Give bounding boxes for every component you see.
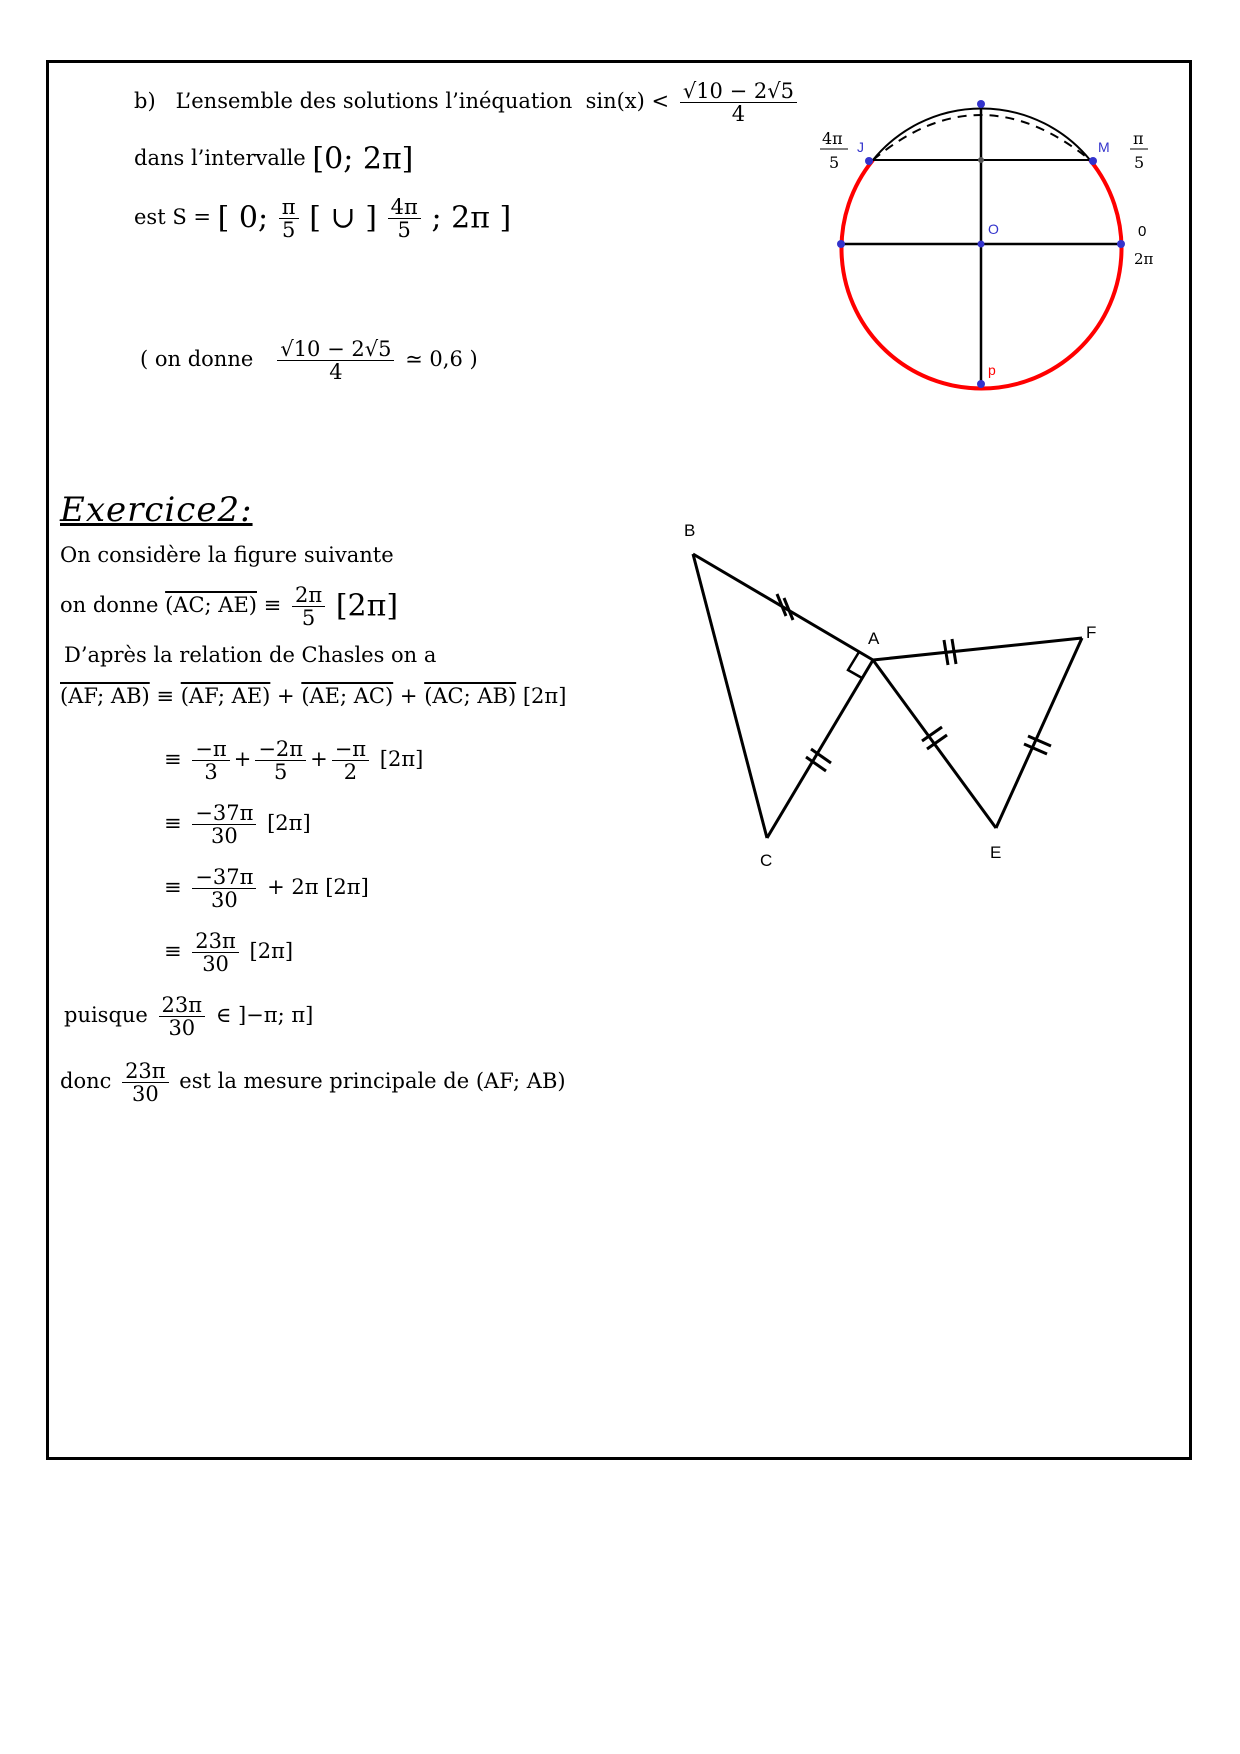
pi-den: 5 [282,218,296,243]
step1-frac1 [192,738,229,783]
point-chord-mid [978,157,984,163]
pi-over-5 [279,196,299,241]
donc-text: donc [60,1069,112,1094]
interval-text: dans l’intervalle [134,146,306,170]
exercise2-title: Exercice2: [60,490,253,530]
step1-plus1: + [233,747,252,772]
solution-part1: [ 0; [217,200,269,236]
step2-n: −37π [192,802,256,825]
label-A: A [868,629,880,648]
ex2-line2 [60,584,398,629]
donc-d: 30 [131,1082,159,1107]
step3-mod: [2π] [325,875,369,900]
step4-frac [192,930,239,975]
sqrt-fraction [680,80,797,125]
pi-num: π [279,196,299,219]
part-b-label: b) [134,89,156,114]
sqrt-numerator: √10 − 2√5 [680,80,797,103]
puisque-text: puisque [64,1003,148,1028]
solution-part2: ; 2π ] [431,200,512,236]
step1-mod: [2π] [379,747,424,772]
step1-plus2: + [310,747,328,772]
label-E: E [990,843,1002,862]
puisque-line [64,994,313,1039]
point-M [1089,157,1097,165]
chasles-term1: (AF; AE) [180,684,271,708]
given-fraction [277,338,394,383]
label-F: F [1086,623,1097,642]
fourpi-over-5 [388,196,421,241]
step3-add: + 2π [267,875,319,900]
ex1-solution-line [134,196,511,241]
fourpi-num: 4π [388,196,421,219]
step1-n2: −2π [255,738,306,761]
step1-line [164,738,423,783]
step1-equiv: ≡ [164,747,182,772]
chasles-lhs: (AF; AB) [60,684,150,708]
point-top [977,100,985,108]
step1-d3: 2 [343,760,358,785]
two-pi-over-five [292,584,325,629]
step1-n1: −π [192,738,229,761]
chasles-mod: [2π] [522,684,567,708]
ex2-given-prefix: on donne [60,593,159,618]
conclusion-text: est la mesure principale de [179,1069,470,1094]
segment-AC [767,660,873,838]
step2-d: 30 [210,824,238,849]
donc-line [60,1060,566,1105]
ex1-interval-line [134,141,414,177]
step1-d2: 5 [274,760,288,785]
chasles-equiv: ≡ [156,684,175,708]
given-open: ( on donne [140,347,254,372]
step2-frac [192,802,256,847]
given-num: √10 − 2√5 [277,338,394,361]
given-approx: ≃ 0,6 ) [405,347,478,372]
right-angle-mark [848,652,862,678]
ex1-inequation-line [134,80,801,125]
label-4pi-num: 4π [822,129,843,148]
label-J: J [857,139,864,155]
label-C: C [760,851,773,870]
ex2-line3: D’après la relation de Chasles on a [64,643,437,667]
two-pi-den: 5 [301,606,316,631]
step2-equiv: ≡ [164,811,182,836]
puisque-frac [159,994,206,1039]
ex2-given-angle: (AC; AE) [165,593,257,618]
puisque-d: 30 [168,1016,196,1041]
step3-frac [192,866,256,911]
chasles-line [60,684,566,708]
label-P: p [988,362,996,378]
donc-frac [122,1060,169,1105]
label-pi-den: 5 [1134,153,1145,172]
solution-est: est S = [134,205,211,230]
point-J [865,157,873,165]
label-2pi: 2π [1134,250,1154,268]
two-pi-num: 2π [292,584,325,607]
step4-equiv: ≡ [164,939,182,964]
step2-line [164,802,311,847]
solution-union: [ ∪ ] [309,200,377,236]
sqrt-denominator: 4 [731,102,746,127]
label-zero: 0 [1138,223,1147,240]
step4-d: 30 [202,952,229,977]
step3-n: −37π [192,866,256,889]
chasles-plus1: + [277,684,295,708]
tick-FE-2 [1028,736,1051,746]
step1-frac3 [332,738,369,783]
chasles-term2: (AE; AC) [301,684,394,708]
step2-mod: [2π] [267,811,311,836]
label-M: M [1098,139,1110,155]
donc-n: 23π [122,1060,169,1083]
trig-circle-figure [800,90,1180,400]
point-P [977,380,985,388]
chasles-plus2: + [399,684,418,708]
label-B: B [684,521,696,540]
chasles-term3: (AC; AB) [424,684,517,708]
step3-d: 30 [210,888,238,913]
tick-FE-1 [1024,744,1047,754]
label-O: O [988,221,999,237]
ex2-line1: On considère la figure suivante [60,543,394,567]
step4-n: 23π [192,930,239,953]
point-O [978,241,985,248]
puisque-interval: ∈ ]−π; π] [215,1003,314,1028]
step3-equiv: ≡ [164,875,182,900]
ex2-mod: [2π] [335,588,399,624]
given-den: 4 [329,360,343,385]
fourpi-den: 5 [397,218,411,243]
point-right [1117,240,1125,248]
step1-n3: −π [332,738,369,761]
step1-frac2 [255,738,306,783]
tick-AF-2 [952,639,956,664]
puisque-n: 23π [159,994,206,1017]
point-left [837,240,845,248]
ex1-intro: L’ensemble des solutions l’inéquation [175,89,573,114]
triangle-figure [660,510,1120,880]
segment-FE [996,638,1082,828]
step1-d1: 3 [204,760,218,785]
ex2-equiv: ≡ [263,593,282,618]
label-4pi-den: 5 [829,153,840,172]
conclusion-angle: (AF; AB) [475,1069,566,1094]
step3-line [164,866,369,911]
interval-value: [0; 2π] [312,141,414,177]
segment-AF [873,638,1082,660]
segment-BC [693,554,767,838]
step4-line [164,930,293,975]
step4-mod: [2π] [249,939,294,964]
label-pi-num: π [1133,129,1144,148]
ineq-lhs: sin(x) < [585,89,670,114]
ex1-given-line [140,338,478,383]
tick-AF-1 [944,640,948,665]
